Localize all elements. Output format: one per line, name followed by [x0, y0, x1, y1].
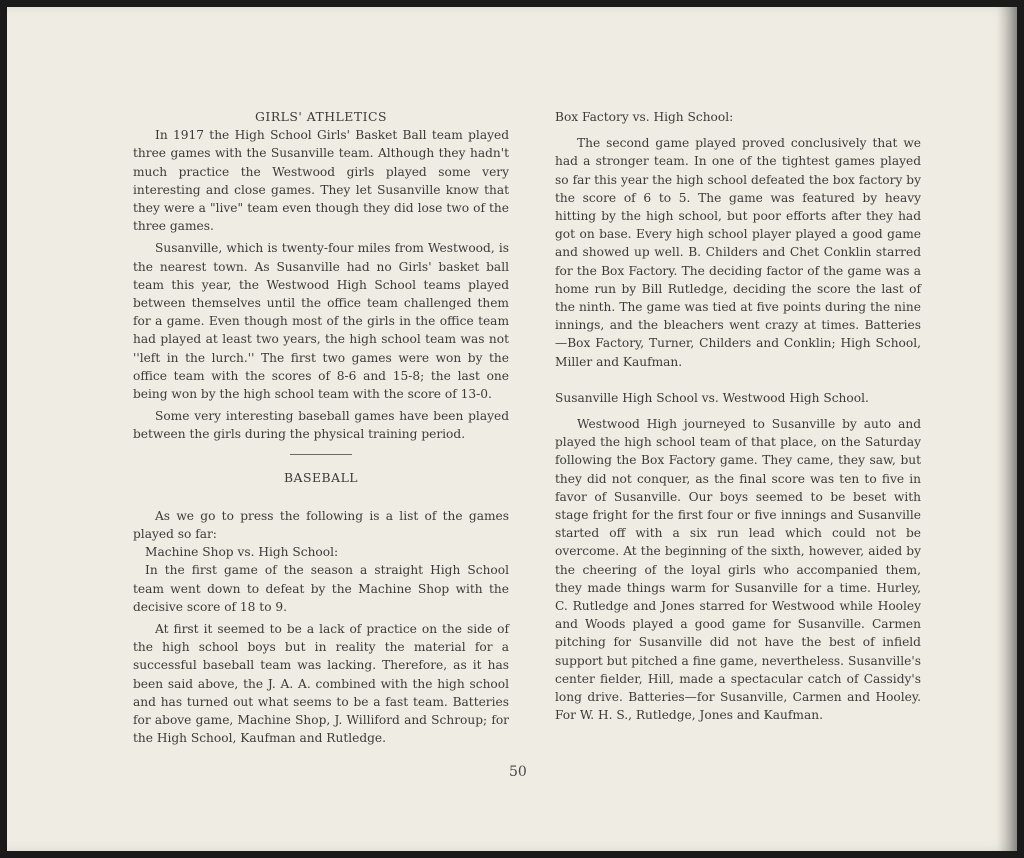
girls-paragraph-3: Some very interesting baseball games have been played between the girls during the physical training period. — [133, 409, 509, 442]
right-column — [555, 7, 921, 725]
box-factory-heading: Box Factory vs. High School: — [555, 110, 734, 124]
page-number: 50 — [509, 764, 527, 780]
baseball-title: BASEBALL — [283, 469, 359, 485]
susanville-heading: Susanville High School vs. Westwood High School. — [555, 390, 869, 405]
girls-athletics-title: GIRLS' ATHLETICS — [255, 109, 387, 124]
girls-paragraph-1: In 1917 the High School Girls' Basket Ball team played three games with the Susanville team. Although they hadn't much practice the Westwood girls played some very interesting and close games. They let Susanville know that they were a "live" team even though they did lose two of the three games. — [133, 128, 509, 234]
machine-shop-paragraph-2: At first it seemed to be a lack of practice on the side of the high school boys but in reality the material for a successful baseball team was lacking. Therefore, as it has been said above, the J. A. A. combined with the high school and has turned out what seems to be a fast team. Batteries for above game, Machine Shop, J. Williford and Schroup; for the High School, Kaufman and Rutledge. — [133, 622, 509, 746]
machine-shop-paragraph-1: In the first game of the season a straight High School team went down to defeat by the Machine Shop with the decisive score of 18 to 9. — [133, 563, 509, 614]
girls-paragraph-2: Susanville, which is twenty-four miles from Westwood, is the nearest town. As Susanville had no Girls' basket ball team this year, the Westwood High School teams played between themselves until the office team challenged them for a game. Even though most of the girls in the office team had played at least two years, the high school team was not ''left in the lurch.'' The first two games were won by the office team with the scores of 8-6 and 15-8; the last one being won by the high school team with the score of 13-0. — [133, 241, 509, 402]
baseball-paragraph-1: As we go to press the following is a list of the games played so far: — [133, 508, 509, 542]
box-factory-paragraph: The second game played proved conclusively that we had a stronger team. In one of the tightest games played so far this year the high school defeated the box factory by the score of 6 to 5. The game was featured by heavy hitting by the high school, but poor efforts after they had got on base. Every high school player played a good game and showed up well. B. Childers and Chet Conklin starred for the Box Factory. The deciding factor of the game was a home run by Bill Rutledge, deciding the score the last of the ninth. The game was tied at five points during the nine innings, and the bleachers went crazy at times. Batteries —Box Factory, Turner, Childers and Conklin; High School, Miller and Kaufman. — [555, 136, 921, 369]
susanville-paragraph: Westwood High journeyed to Susanville by auto and played the high school team of that place, on the Saturday following the Box Factory game. They came, they saw, but they did not conquer, as the final score was ten to five in favor of Susanville. Our boys seemed to be beset with stage fright for the first four or five innings and Susanville started off with a six run lead which could not be overcome. At the beginning of the sixth, however, aided by the cheering of the loyal girls who accompanied them, they made things warm for Susanville for a time. Hurley, C. Rutledge and Jones starred for Westwood while Hooley and Woods played a good game for Susanville. Carmen pitching for Susanville did not have the best of infield support but pitched a fine game, nevertheless. Susanville's center fielder, Hill, made a spectacular catch of Cassidy's long drive. Batteries—for Susanville, Carmen and Hooley. For W. H. S., Rutledge, Jones and Kaufman. — [555, 417, 921, 723]
left-column — [133, 7, 509, 748]
machine-shop-heading: Machine Shop vs. High School: — [145, 545, 339, 560]
binding-shadow — [997, 7, 1017, 851]
book-page — [7, 7, 1017, 851]
